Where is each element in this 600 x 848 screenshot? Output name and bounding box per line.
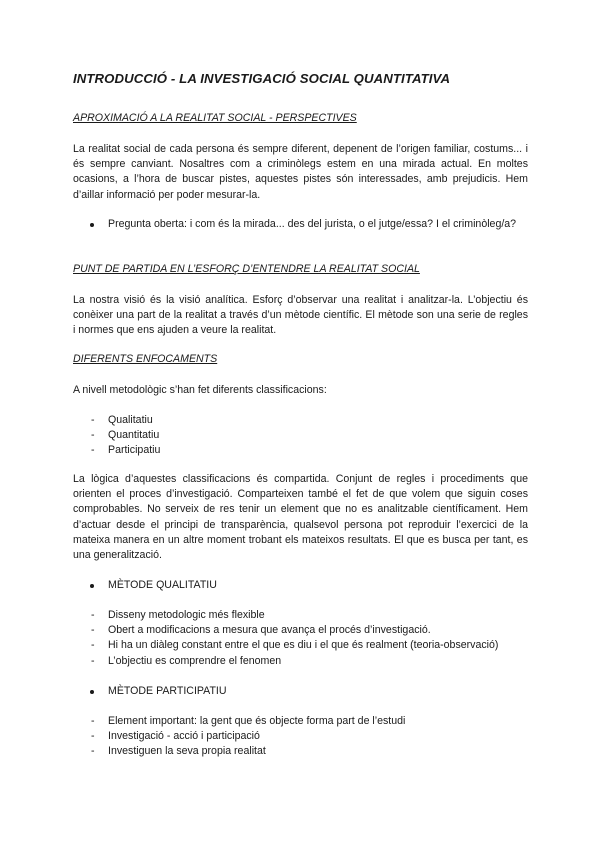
method-heading-participatiu: MÈTODE PARTICIPATIU xyxy=(73,684,528,699)
list-item: - Investigació - acció i participació xyxy=(73,729,528,744)
list-item-participatiu: - Participatiu xyxy=(73,443,528,458)
list-item: - Investiguen la seva propia realitat xyxy=(73,744,528,759)
list-item-qualitatiu: - Qualitatiu xyxy=(73,413,528,428)
section-heading-aproximacio: APROXIMACIÓ A LA REALITAT SOCIAL - PERSPECTIVES xyxy=(73,112,357,124)
paragraph-punt: La nostra visió és la visió analítica. Esforç d’observar una realitat i analitzar-la. L’objectiu és conèixer una part de la realitat a través d’un mètode científic. El mètode son una serie de regles i normes que ens ajuden a veure la realitat. xyxy=(73,294,528,337)
bullet-item-pregunta: Pregunta oberta: i com és la mirada... des del jurista, o el jutge/essa? I el criminòleg/a? xyxy=(73,217,528,232)
dash-list-qualitatiu xyxy=(73,608,528,669)
list-item-quantitatiu: - Quantitatiu xyxy=(73,428,528,443)
list-item: - L’objectiu es comprendre el fenomen xyxy=(73,654,528,669)
list-item: - Element important: la gent que és objecte forma part de l’estudi xyxy=(73,714,528,729)
bullet-heading-participatiu xyxy=(73,684,528,699)
bullet-heading-qualitatiu xyxy=(73,578,528,593)
method-heading-qualitatiu: MÈTODE QUALITATIU xyxy=(73,578,528,593)
dash-list-types xyxy=(73,413,528,459)
paragraph-enfocaments: La lògica d’aquestes classificacions és compartida. Conjunt de regles i procediments que orienten el proces d’investigació. Comparteixen també el fet de que volem que siguin coses comprobables. No serveix de res tenir un element que no es analitzable científicament. Hem d’actuar desde el principi de transparència, qualsevol persona pot reproduir l’exercici de la mateixa manera en un altre moment trobant els mateixos resultats. El que es busca per tant, es una generalització. xyxy=(73,473,528,562)
list-item: - Obert a modificacions a mesura que avança el procés d’investigació. xyxy=(73,623,528,638)
paragraph-enfocaments-intro: A nivell metodològic s’han fet diferents classificacions: xyxy=(73,384,327,396)
bullet-list-aproximacio xyxy=(73,217,528,232)
list-item: - Hi ha un diàleg constant entre el que es diu i el que és realment (teoria-observació) xyxy=(73,638,528,653)
page-title: INTRODUCCIÓ - LA INVESTIGACIÓ SOCIAL QUANTITATIVA xyxy=(73,71,451,86)
section-heading-punt: PUNT DE PARTIDA EN L’ESFORÇ D’ENTENDRE LA REALITAT SOCIAL xyxy=(73,263,420,275)
section-heading-enfocaments: DIFERENTS ENFOCAMENTS xyxy=(73,353,218,365)
paragraph-aproximacio: La realitat social de cada persona és sempre diferent, depenent de l’origen familiar, costums... i és sempre canviant. Nosaltres com a criminòlegs estem en una mirada actual. En moltes ocasions, a l’hora de buscar pistes, aquestes pistes són interessades, amb prejudicis. Hem d’aillar informació per poder mesurar-la. xyxy=(73,143,528,201)
dash-list-participatiu xyxy=(73,714,528,760)
list-item: - Disseny metodologic més flexible xyxy=(73,608,528,623)
